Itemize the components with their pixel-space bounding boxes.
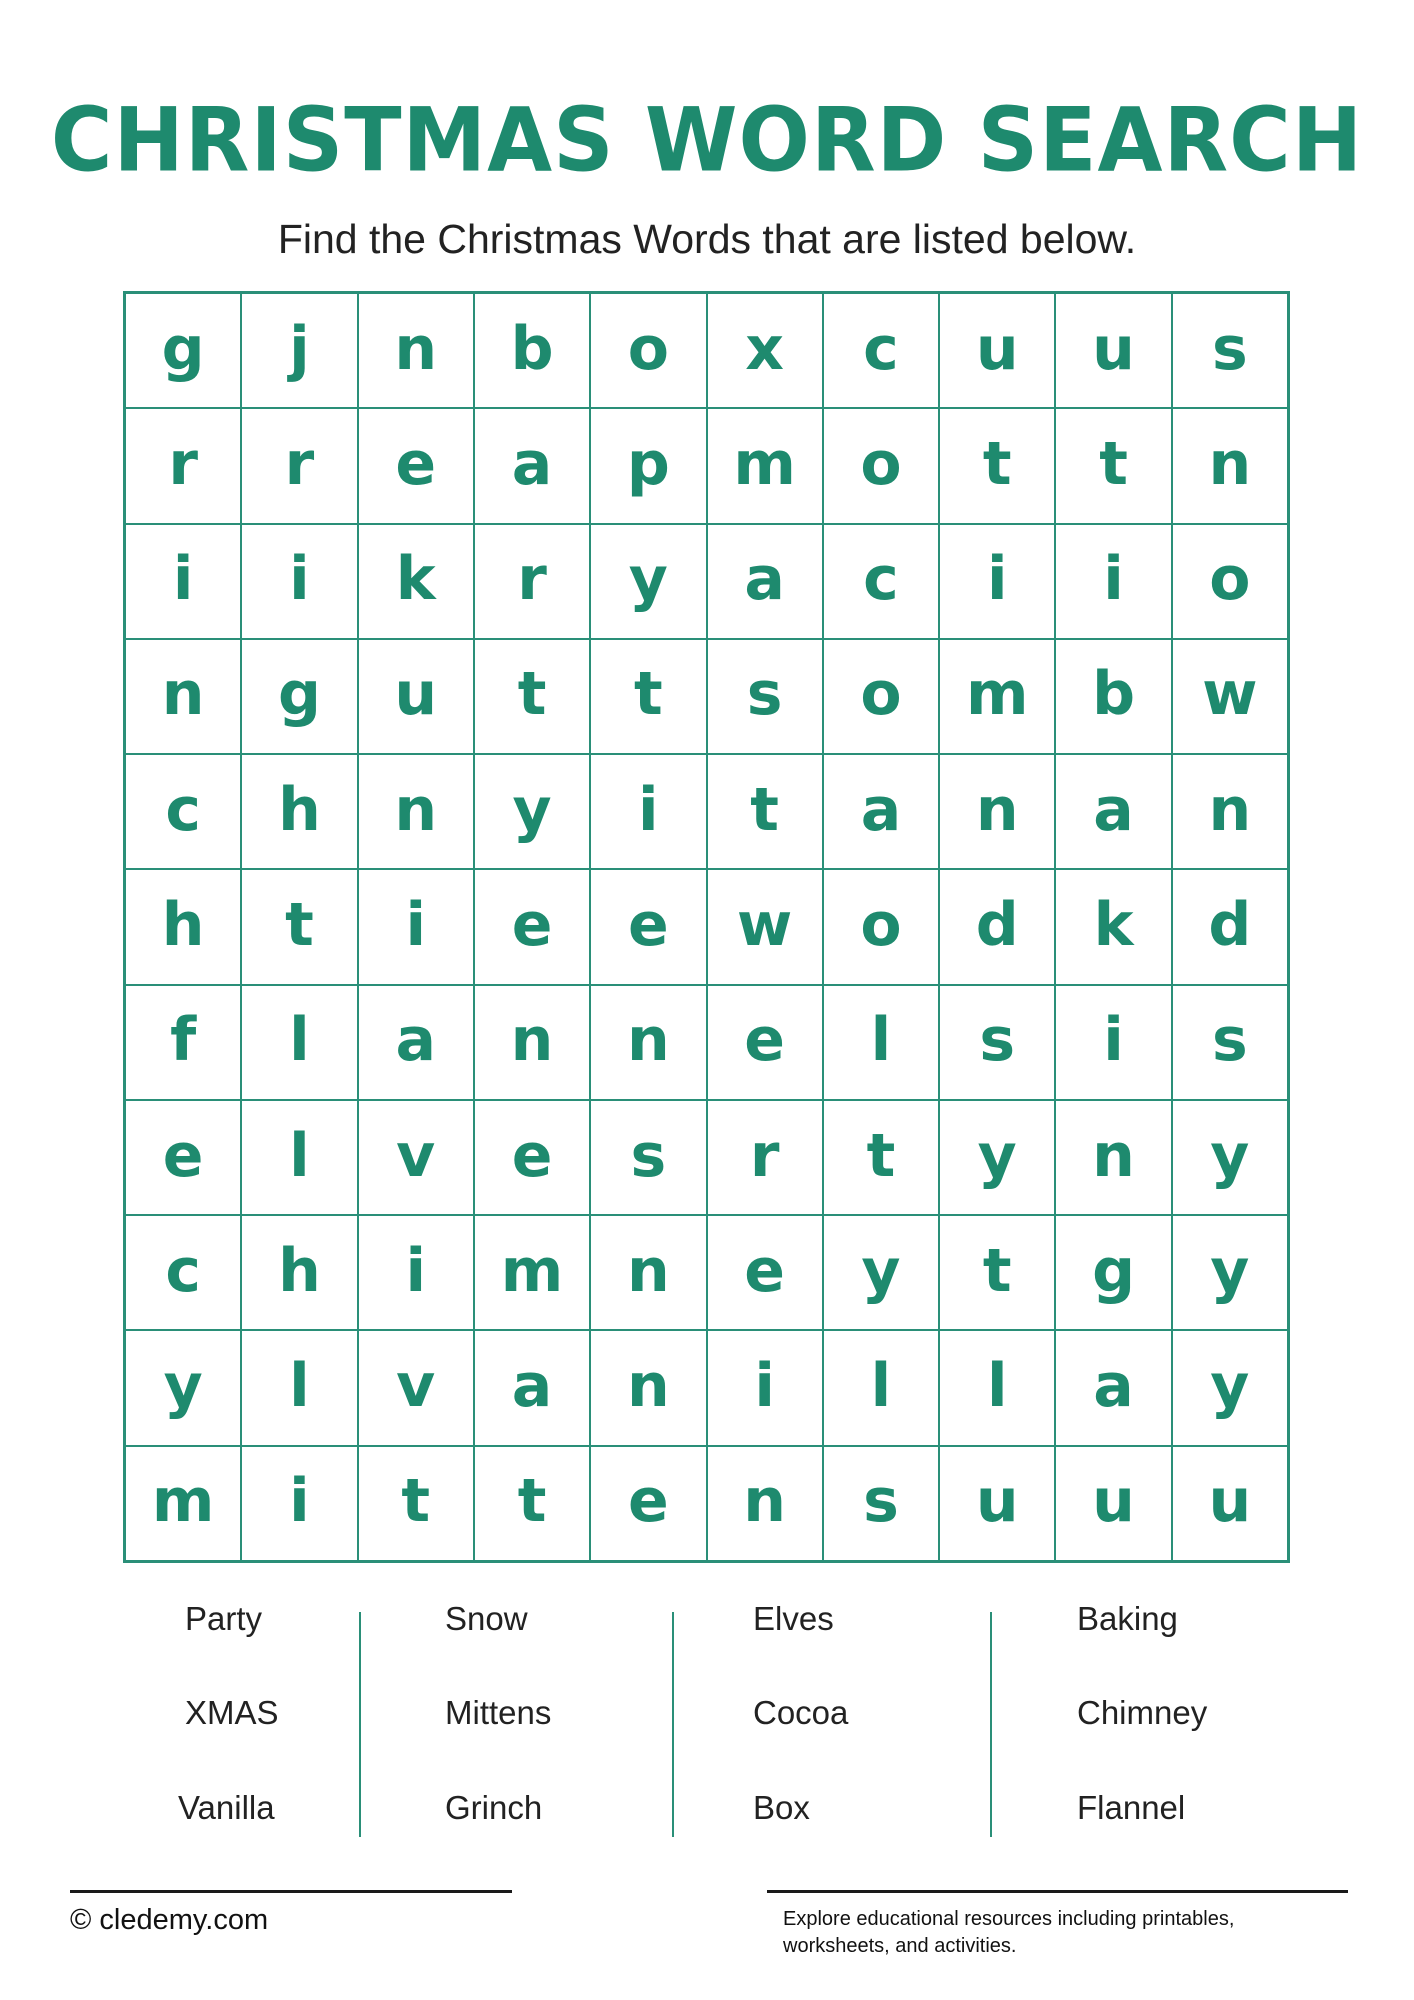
grid-cell: u (1055, 1446, 1171, 1561)
grid-cell: n (358, 293, 474, 408)
grid-cell: n (590, 1330, 706, 1445)
column-divider (990, 1612, 992, 1837)
grid-cell: e (707, 985, 823, 1100)
grid-cell: e (707, 1215, 823, 1330)
grid-cell: o (823, 869, 939, 984)
grid-cell: y (474, 754, 590, 869)
grid-cell: t (474, 639, 590, 754)
word-column-4 (993, 1600, 1290, 1845)
grid-cell: t (1055, 408, 1171, 523)
grid-cell: h (241, 1215, 357, 1330)
grid-cell: o (823, 408, 939, 523)
grid-cell: n (707, 1446, 823, 1561)
grid-cell: s (707, 639, 823, 754)
grid-cell: n (1172, 754, 1288, 869)
grid-cell: o (590, 293, 706, 408)
grid-cell: c (125, 1215, 241, 1330)
word-item: Cocoa (753, 1694, 849, 1731)
grid-cell: l (939, 1330, 1055, 1445)
grid-cell: r (125, 408, 241, 523)
footer-tagline: Explore educational resources including printables, worksheets, and activities. (783, 1908, 1235, 1957)
grid-cell: g (1055, 1215, 1171, 1330)
grid-cell: i (358, 1215, 474, 1330)
column-divider (359, 1612, 361, 1837)
word-item: Box (753, 1789, 810, 1826)
grid-cell: i (1055, 524, 1171, 639)
grid-cell: j (241, 293, 357, 408)
grid-cell: t (823, 1100, 939, 1215)
grid-cell: n (125, 639, 241, 754)
word-column-1 (123, 1600, 363, 1845)
grid-cell: a (1055, 754, 1171, 869)
grid-cell: d (1172, 869, 1288, 984)
grid-cell: a (474, 1330, 590, 1445)
grid-cell: b (1055, 639, 1171, 754)
grid-cell: n (590, 985, 706, 1100)
word-item: Elves (753, 1600, 834, 1637)
grid-cell: i (125, 524, 241, 639)
grid-cell: n (590, 1215, 706, 1330)
word-search-grid (123, 291, 1290, 1563)
grid-cell: y (939, 1100, 1055, 1215)
grid-cell: w (1172, 639, 1288, 754)
word-item: Snow (445, 1600, 528, 1637)
grid-cell: t (590, 639, 706, 754)
grid-cell: i (939, 524, 1055, 639)
grid-cell: l (823, 1330, 939, 1445)
grid-cell: b (474, 293, 590, 408)
grid-cell: e (474, 1100, 590, 1215)
grid-cell: e (358, 408, 474, 523)
grid-cell: o (823, 639, 939, 754)
grid-cell: e (590, 869, 706, 984)
grid-cell: n (939, 754, 1055, 869)
grid-cell: u (358, 639, 474, 754)
grid-cell: s (590, 1100, 706, 1215)
grid-cell: w (707, 869, 823, 984)
grid-cell: s (939, 985, 1055, 1100)
grid-cell: u (939, 1446, 1055, 1561)
grid-cell: t (358, 1446, 474, 1561)
grid-cell: i (707, 1330, 823, 1445)
grid-cell: m (125, 1446, 241, 1561)
word-item: Baking (1077, 1600, 1178, 1637)
grid-cell: x (707, 293, 823, 408)
grid-cell: r (707, 1100, 823, 1215)
grid-cell: o (1172, 524, 1288, 639)
word-item: Flannel (1077, 1789, 1186, 1826)
grid-cell: n (474, 985, 590, 1100)
grid-cell: c (823, 524, 939, 639)
grid-cell: l (823, 985, 939, 1100)
grid-cell: l (241, 985, 357, 1100)
grid-cell: e (474, 869, 590, 984)
column-divider (672, 1612, 674, 1837)
grid-cell: i (241, 1446, 357, 1561)
grid-cell: y (1172, 1215, 1288, 1330)
grid-cell: r (241, 408, 357, 523)
grid-cell: t (707, 754, 823, 869)
grid-cell: i (358, 869, 474, 984)
word-item: Mittens (445, 1694, 552, 1731)
word-item: Party (185, 1600, 263, 1637)
grid-cell: s (1172, 985, 1288, 1100)
footer-rule-right (767, 1890, 1348, 1893)
site-credit: © cledemy.com (70, 1904, 269, 1936)
grid-cell: n (1172, 408, 1288, 523)
grid-cell: i (1055, 985, 1171, 1100)
instructions: Find the Christmas Words that are listed below. (277, 216, 1137, 262)
grid-cell: h (241, 754, 357, 869)
grid-cell: c (125, 754, 241, 869)
grid-cell: h (125, 869, 241, 984)
word-column-3 (683, 1600, 983, 1845)
footer-rule-left (70, 1890, 512, 1893)
grid-cell: l (241, 1100, 357, 1215)
grid-cell: a (823, 754, 939, 869)
grid-cell: t (939, 1215, 1055, 1330)
grid-cell: f (125, 985, 241, 1100)
grid-cell: n (1055, 1100, 1171, 1215)
page-title: CHRISTMAS WORD SEARCH (50, 88, 1364, 192)
grid-cell: m (474, 1215, 590, 1330)
grid-cell: e (590, 1446, 706, 1561)
word-item: Grinch (445, 1789, 543, 1826)
grid-cell: m (707, 408, 823, 523)
grid-cell: s (823, 1446, 939, 1561)
grid-cell: t (939, 408, 1055, 523)
word-item: Chimney (1077, 1694, 1208, 1731)
grid-cell: v (358, 1100, 474, 1215)
grid-cell: d (939, 869, 1055, 984)
grid-cell: g (241, 639, 357, 754)
grid-cell: k (358, 524, 474, 639)
grid-cell: l (241, 1330, 357, 1445)
grid-cell: u (1055, 293, 1171, 408)
grid-cell: g (125, 293, 241, 408)
word-item: XMAS (185, 1694, 279, 1731)
grid-cell: y (125, 1330, 241, 1445)
grid-cell: i (241, 524, 357, 639)
grid-cell: a (474, 408, 590, 523)
grid-cell: c (823, 293, 939, 408)
grid-cell: p (590, 408, 706, 523)
grid-cell: v (358, 1330, 474, 1445)
word-list (123, 1600, 1290, 1845)
grid-cell: n (358, 754, 474, 869)
grid-cell: y (1172, 1330, 1288, 1445)
grid-cell: m (939, 639, 1055, 754)
grid-cell: a (1055, 1330, 1171, 1445)
grid-cell: u (939, 293, 1055, 408)
grid-cell: t (241, 869, 357, 984)
grid-cell: a (358, 985, 474, 1100)
grid-cell: y (590, 524, 706, 639)
grid-cell: t (474, 1446, 590, 1561)
grid-cell: k (1055, 869, 1171, 984)
word-item: Vanilla (178, 1789, 275, 1826)
grid-cell: y (823, 1215, 939, 1330)
word-column-2 (373, 1600, 673, 1845)
grid-cell: a (707, 524, 823, 639)
grid-cell: s (1172, 293, 1288, 408)
grid-cell: y (1172, 1100, 1288, 1215)
grid-cell: i (590, 754, 706, 869)
grid-cell: e (125, 1100, 241, 1215)
grid-cell: r (474, 524, 590, 639)
grid-cell: u (1172, 1446, 1288, 1561)
